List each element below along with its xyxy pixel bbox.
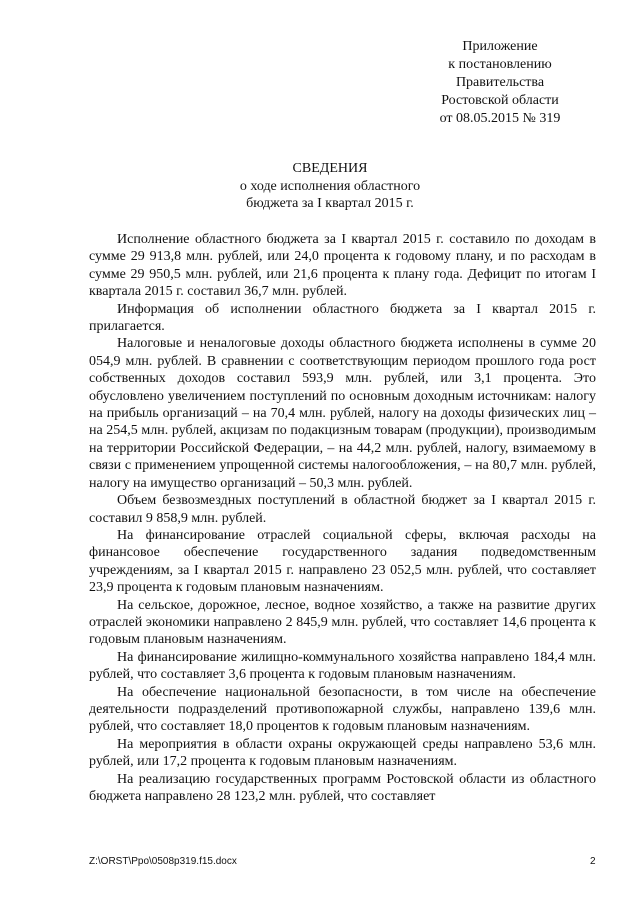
- footer-file-path: Z:\ORST\Ppo\0508p319.f15.docx: [89, 856, 237, 867]
- document-subtitle-line-2: бюджета за I квартал 2015 г.: [246, 196, 414, 211]
- appendix-line: от 08.05.2015 № 319: [439, 111, 561, 126]
- paragraph: На обеспечение национальной безопасности, в том числе на обеспечение деятельности подразделений противопожарной службы, направлено 139,6 млн. рублей, что составляет 18,0 процентов к годовым плановым назначениям.: [89, 684, 596, 735]
- document-title: СВЕДЕНИЯ: [292, 161, 368, 176]
- paragraph: Информация об исполнении областного бюджета за I квартал 2015 г. прилагается.: [89, 301, 596, 335]
- paragraph: Налоговые и неналоговые доходы областного бюджета исполнены в сумме 20 054,9 млн. рублей. В сравнении с соответствующим периодом прошлого года рост собственных доходов составил 593,9 млн. рублей, или 3,1 процента. Это обусловлено увеличением поступлений по основным доходным источникам: налогу на прибыль организаций – на 70,4 млн. рублей, налогу на доходы физических лиц – на 254,5 млн. рублей, акцизам по подакцизным товарам (продукции), производимым на территории Российской Федерации, – на 44,2 млн. рублей, налогу, взимаемому в связи с применением упрощенной системы налогообложения, – на 80,7 млн. рублей, налогу на имущество организаций – 50,3 млн. рублей.: [89, 336, 596, 491]
- paragraph: Исполнение областного бюджета за I квартал 2015 г. составило по доходам в сумме 29 913,8 млн. рублей, или 24,0 процента к годовому плану, и по расходам в сумме 29 950,5 млн. рублей, или 21,6 процента к плану года. Дефицит по итогам I квартала 2015 г. составил 36,7 млн. рублей.: [89, 232, 596, 300]
- appendix-block: [400, 38, 600, 128]
- appendix-line: Ростовской области: [441, 93, 559, 108]
- document-subtitle-line-1: о ходе исполнения областного: [239, 178, 421, 194]
- paragraph: На финансирование жилищно-коммунального хозяйства направлено 184,4 млн. рублей, что составляет 3,6 процента к годовым плановым назначениям.: [89, 649, 596, 683]
- paragraph: На финансирование отраслей социальной сферы, включая расходы на финансовое обеспечение государственного задания подведомственным учреждениям, за I квартал 2015 г. направлено 23 052,5 млн. рублей, что составляет 23,9 процента к годовым плановым назначениям.: [89, 527, 596, 596]
- document-body: [89, 231, 596, 805]
- footer-page-number: 2: [590, 856, 596, 867]
- paragraph: На сельское, дорожное, лесное, водное хозяйство, а также на развитие других отраслей экономики направлено 2 845,9 млн. рублей, что составляет 14,6 процента к годовым плановым назначениям.: [89, 597, 596, 648]
- paragraph: Объем безвозмездных поступлений в областной бюджет за I квартал 2015 г. составил 9 858,9 млн. рублей.: [89, 493, 596, 526]
- paragraph: На мероприятия в области охраны окружающей среды направлено 53,6 млн. рублей, или 17,2 процента к годовым плановым назначениям.: [89, 736, 596, 770]
- appendix-line: Правительства: [455, 75, 545, 90]
- document-heading: [180, 160, 480, 213]
- appendix-line: к постановлению: [448, 57, 552, 72]
- paragraph: На реализацию государственных программ Ростовской области из областного бюджета направлено 28 123,2 млн. рублей, что составляет: [89, 771, 596, 804]
- appendix-line: Приложение: [462, 39, 538, 54]
